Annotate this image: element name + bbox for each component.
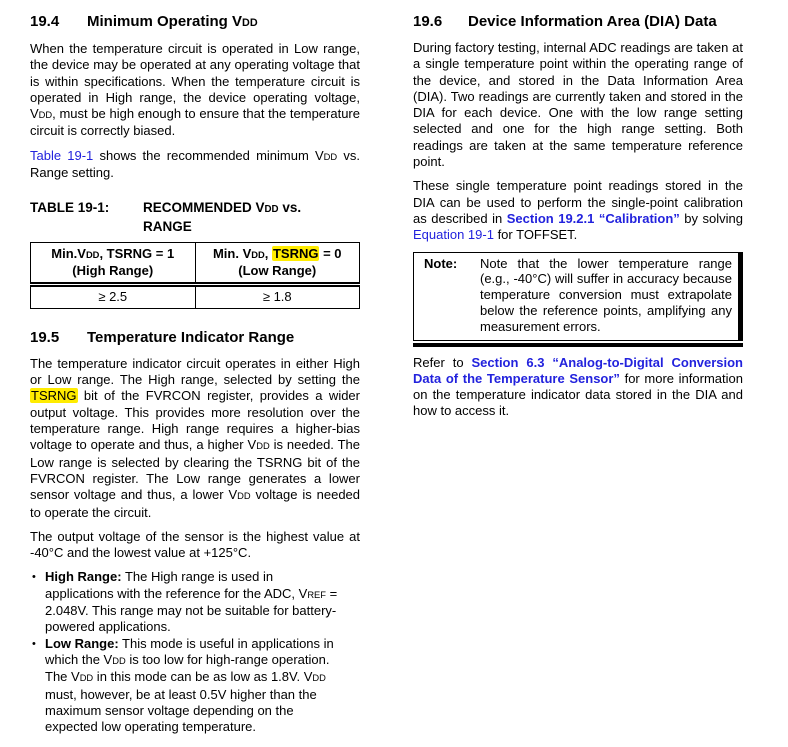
highlighted-text: TSRNG <box>272 246 319 262</box>
table-title: RECOMMENDED VDD vs. RANGE <box>143 200 302 234</box>
table-header-cell-high-range: Min.VDD, TSRNG = 1 (High Range) <box>31 243 196 285</box>
paragraph: When the temperature circuit is operated in Low range, the device may be operated at any operating voltage that is within specifications. When the temperature circuit is operated in High range, the device operating voltage, VDD, must be high enough to ensure that the temperature circuit is correctly biased. <box>30 41 360 139</box>
note-bottom-rule <box>413 343 743 347</box>
section-heading-19-5 <box>30 329 360 347</box>
list-item-high-range <box>30 569 345 635</box>
highlighted-text: TSRNG <box>31 388 77 404</box>
section-number: 19.5 <box>30 328 60 346</box>
cross-reference-link[interactable]: Section 19.2.1 “Calibration” <box>506 210 680 226</box>
table-header-row <box>31 243 360 285</box>
list-item-text: Low Range: This mode is useful in applications in which the VDD is too low for high-range operation. The VDD in this mode can be as low as 1.8V. VDD must, however, be at least 0.5V higher than the maximum sensor voltage depending on the expected low operating temperature. <box>45 635 334 735</box>
cross-reference-link[interactable]: Table 19-1 <box>30 147 94 163</box>
table-header-cell-low-range: Min. VDD, TSRNG = 0 (Low Range) <box>195 243 360 285</box>
cross-reference-link[interactable]: Equation 19-1 <box>413 227 494 243</box>
table-caption <box>30 200 360 235</box>
note-text: Note that the lower temperature range (e.g., -40°C) will suffer in accuracy because temperature conversion must extrapolate below the reference points, amplifying any measurement errors. <box>480 255 732 334</box>
paragraph: Refer to Section 6.3 “Analog-to-Digital Conversion Data of the Temperature Sensor” for more information on the temperature indicator data stored in the DIA and how to access it. <box>413 354 743 419</box>
paragraph: The output voltage of the sensor is the highest value at -40°C and the lowest value at +125°C. <box>30 528 360 561</box>
cross-reference-link[interactable]: Section 6.3 “Analog-to-Digital Conversion Data of the Temperature Sensor” <box>413 354 743 386</box>
table-number: TABLE 19-1: <box>30 200 110 216</box>
paragraph: During factory testing, internal ADC readings are taken at a single temperature point within the operating range of the device, and stored in the Data Information Area (DIA). Two readings are currently taken and stored in the DIA for each device. One with the low range setting selected and one for the high range setting. Both readings are taken at the same temperature reference point. <box>413 40 743 170</box>
note-box <box>413 252 743 341</box>
section-title: Minimum Operating VDD <box>87 13 258 30</box>
section-title: Temperature Indicator Range <box>87 328 295 346</box>
note-callout <box>413 252 743 347</box>
left-column <box>30 13 360 747</box>
section-heading-19-4 <box>30 13 360 32</box>
bullet-marker: • <box>32 637 36 650</box>
note-label: Note: <box>424 255 458 271</box>
section-title: Device Information Area (DIA) Data <box>468 13 717 30</box>
right-column <box>413 13 743 747</box>
section-number: 19.4 <box>30 13 60 30</box>
section-number: 19.6 <box>413 13 443 30</box>
paragraph: The temperature indicator circuit operates in either High or Low range. The High range, selected by setting the TSRNG bit of the FVRCON register, provides a wider output voltage. This provides more resolution over the temperature range. High range requires a higher-bias voltage to operate and thus, a higher VDD is needed. The Low range is selected by clearing the TSRNG bit of the FVRCON register. The Low range generates a lower sensor voltage and thus, a lower VDD voltage is needed to operate the circuit. <box>30 355 361 520</box>
list-item-text: High Range: The High range is used in applications with the reference for the ADC, VREF = 2.048V. This range may not be suitable for battery-powered applications. <box>45 569 338 635</box>
table-row <box>31 285 360 309</box>
range-bullet-list <box>30 569 360 735</box>
paragraph: These single temperature point readings stored in the DIA can be used to perform the single-point calibration as described in Section 19.2.1 “Calibration” by solving Equation 19-1 for TOFFSET. <box>413 178 743 243</box>
bullet-marker: • <box>32 571 36 584</box>
paragraph: Table 19-1 shows the recommended minimum VDD vs. Range setting. <box>30 147 360 181</box>
section-heading-19-6 <box>413 13 743 31</box>
table-cell-min-vdd-low: ≥ 1.8 <box>195 285 360 309</box>
list-item-low-range <box>30 636 345 736</box>
table-cell-min-vdd-high: ≥ 2.5 <box>31 285 196 309</box>
vdd-range-table <box>30 242 360 309</box>
